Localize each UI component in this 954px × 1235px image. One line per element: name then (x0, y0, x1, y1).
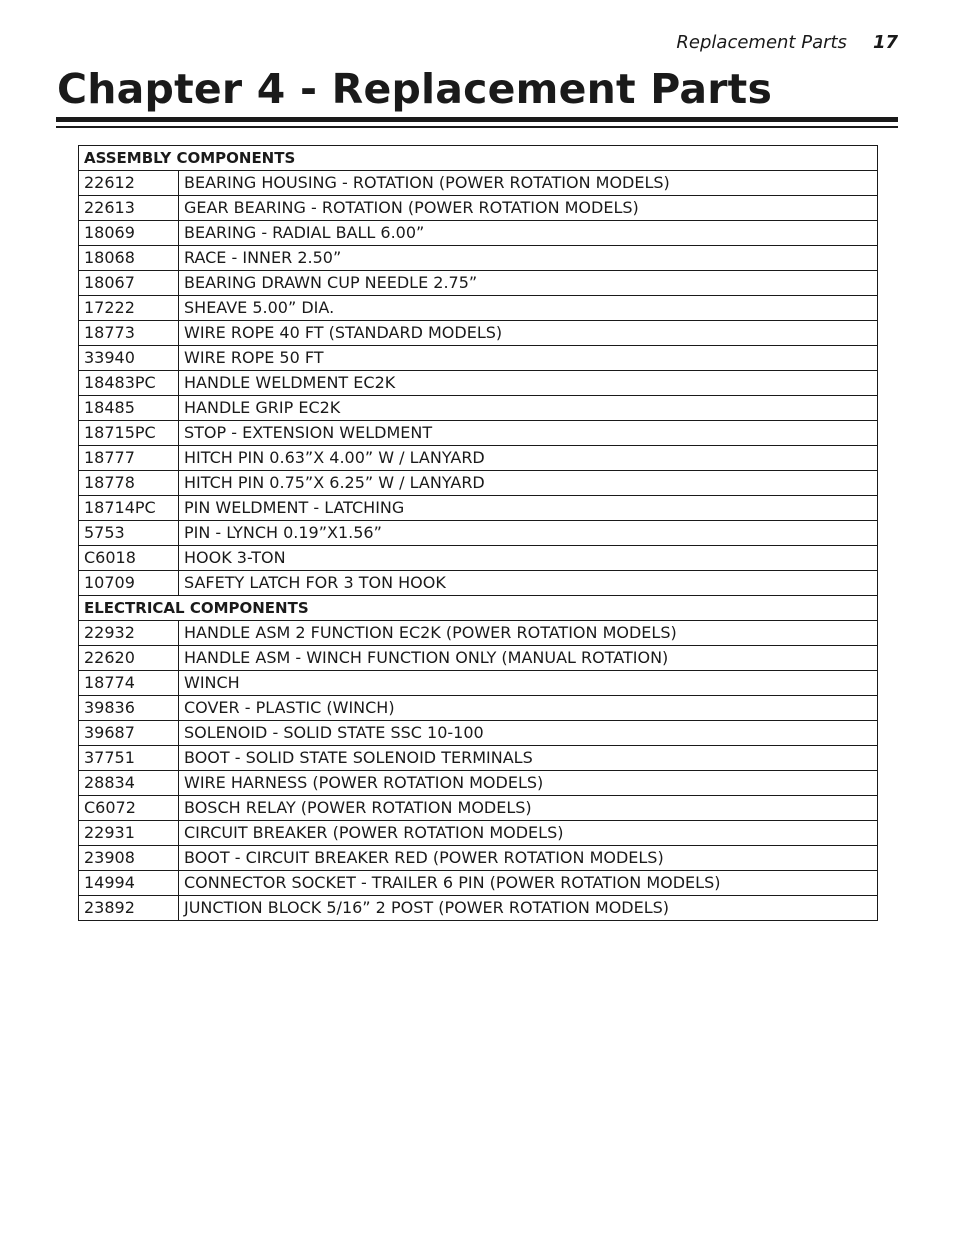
description-cell: RACE - INNER 2.50” (179, 246, 878, 271)
part-number-cell: 22613 (79, 196, 179, 221)
description-cell: HITCH PIN 0.75”X 6.25” W / LANYARD (179, 471, 878, 496)
table-row (79, 896, 878, 921)
description-cell: BOOT - SOLID STATE SOLENOID TERMINALS (179, 746, 878, 771)
part-number-cell: 22931 (79, 821, 179, 846)
part-number-cell: 18483PC (79, 371, 179, 396)
table-row (79, 846, 878, 871)
table-row (79, 446, 878, 471)
title-rule-thick (56, 117, 898, 122)
part-number-cell: 18774 (79, 671, 179, 696)
description-cell: HOOK 3-TON (179, 546, 878, 571)
description-cell: BOSCH RELAY (POWER ROTATION MODELS) (179, 796, 878, 821)
description-cell: BOOT - CIRCUIT BREAKER RED (POWER ROTATION MODELS) (179, 846, 878, 871)
table-row (79, 646, 878, 671)
table-row (79, 771, 878, 796)
description-cell: HANDLE WELDMENT EC2K (179, 371, 878, 396)
running-header (676, 32, 898, 54)
description-cell: CONNECTOR SOCKET - TRAILER 6 PIN (POWER ROTATION MODELS) (179, 871, 878, 896)
part-number-cell: 5753 (79, 521, 179, 546)
part-number-cell: 18068 (79, 246, 179, 271)
part-number-cell: 23908 (79, 846, 179, 871)
part-number-cell: 22932 (79, 621, 179, 646)
part-number-cell: 39836 (79, 696, 179, 721)
part-number-cell: 18067 (79, 271, 179, 296)
table-row (79, 171, 878, 196)
part-number-cell: C6072 (79, 796, 179, 821)
description-cell: COVER - PLASTIC (WINCH) (179, 696, 878, 721)
table-row (79, 421, 878, 446)
table-row (79, 371, 878, 396)
part-number-cell: 18069 (79, 221, 179, 246)
description-cell: BEARING DRAWN CUP NEEDLE 2.75” (179, 271, 878, 296)
description-cell: WIRE ROPE 40 FT (STANDARD MODELS) (179, 321, 878, 346)
part-number-cell: 18485 (79, 396, 179, 421)
part-number-cell: 22620 (79, 646, 179, 671)
part-number-cell: 23892 (79, 896, 179, 921)
description-cell: BEARING HOUSING - ROTATION (POWER ROTATION MODELS) (179, 171, 878, 196)
page-number: 17 (872, 32, 898, 53)
running-header-section: Replacement Parts (676, 32, 847, 53)
description-cell: WINCH (179, 671, 878, 696)
description-cell: CIRCUIT BREAKER (POWER ROTATION MODELS) (179, 821, 878, 846)
part-number-cell: 10709 (79, 571, 179, 596)
description-cell: SOLENOID - SOLID STATE SSC 10-100 (179, 721, 878, 746)
chapter-title: Chapter 4 - Replacement Parts (57, 65, 773, 113)
part-number-cell: 39687 (79, 721, 179, 746)
part-number-cell: 37751 (79, 746, 179, 771)
table-row (79, 271, 878, 296)
title-rule-thin (56, 126, 898, 128)
table-row (79, 346, 878, 371)
table-row (79, 871, 878, 896)
table-row (79, 696, 878, 721)
table-row (79, 721, 878, 746)
part-number-cell: 17222 (79, 296, 179, 321)
table-row (79, 796, 878, 821)
section-heading: ELECTRICAL COMPONENTS (79, 596, 878, 621)
description-cell: WIRE ROPE 50 FT (179, 346, 878, 371)
table-row (79, 296, 878, 321)
description-cell: JUNCTION BLOCK 5/16” 2 POST (POWER ROTATION MODELS) (179, 896, 878, 921)
parts-table (78, 145, 878, 921)
description-cell: STOP - EXTENSION WELDMENT (179, 421, 878, 446)
table-row (79, 546, 878, 571)
description-cell: PIN WELDMENT - LATCHING (179, 496, 878, 521)
parts-table-body (79, 146, 878, 921)
description-cell: BEARING - RADIAL BALL 6.00” (179, 221, 878, 246)
table-row (79, 621, 878, 646)
part-number-cell: 14994 (79, 871, 179, 896)
description-cell: PIN - LYNCH 0.19”X1.56” (179, 521, 878, 546)
section-header-row (79, 146, 878, 171)
table-row (79, 221, 878, 246)
part-number-cell: 28834 (79, 771, 179, 796)
table-row (79, 746, 878, 771)
part-number-cell: 18714PC (79, 496, 179, 521)
table-row (79, 321, 878, 346)
description-cell: HANDLE GRIP EC2K (179, 396, 878, 421)
part-number-cell: 33940 (79, 346, 179, 371)
table-row (79, 471, 878, 496)
part-number-cell: 18778 (79, 471, 179, 496)
part-number-cell: 22612 (79, 171, 179, 196)
part-number-cell: 18777 (79, 446, 179, 471)
part-number-cell: 18773 (79, 321, 179, 346)
description-cell: WIRE HARNESS (POWER ROTATION MODELS) (179, 771, 878, 796)
table-row (79, 571, 878, 596)
section-heading: ASSEMBLY COMPONENTS (79, 146, 878, 171)
description-cell: GEAR BEARING - ROTATION (POWER ROTATION MODELS) (179, 196, 878, 221)
table-row (79, 671, 878, 696)
part-number-cell: 18715PC (79, 421, 179, 446)
table-row (79, 196, 878, 221)
description-cell: HANDLE ASM - WINCH FUNCTION ONLY (MANUAL ROTATION) (179, 646, 878, 671)
table-row (79, 396, 878, 421)
table-row (79, 821, 878, 846)
table-row (79, 496, 878, 521)
description-cell: SAFETY LATCH FOR 3 TON HOOK (179, 571, 878, 596)
description-cell: SHEAVE 5.00” DIA. (179, 296, 878, 321)
description-cell: HANDLE ASM 2 FUNCTION EC2K (POWER ROTATION MODELS) (179, 621, 878, 646)
table-row (79, 521, 878, 546)
part-number-cell: C6018 (79, 546, 179, 571)
table-row (79, 246, 878, 271)
section-header-row (79, 596, 878, 621)
description-cell: HITCH PIN 0.63”X 4.00” W / LANYARD (179, 446, 878, 471)
